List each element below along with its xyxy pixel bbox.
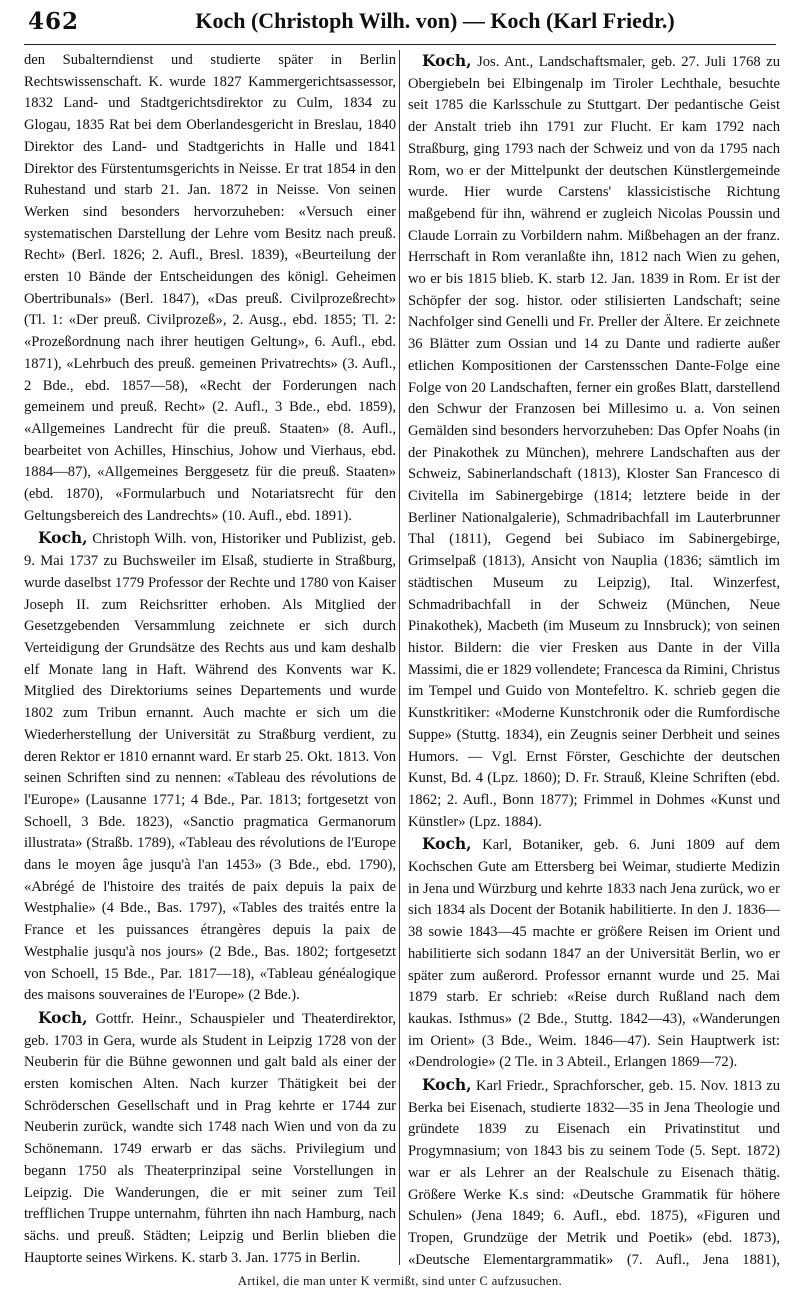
header-rule [24, 44, 776, 45]
entry-koch-christoph [24, 527, 396, 1006]
entry-text: Christoph Wilh. von, Historiker und Publizist, geb. 9. Mai 1737 zu Buchsweiler im Elsaß, studierte in Straßburg, wurde daselbst 1779 Professor der Rechte und 1780 von Kaiser Joseph II. zum Reichsritter erhoben. Als Mitglied der Gesetzgebenden Versammlung zeichnete er sich durch Verteidigung der Grundsätze des Rechts aus und kam deshalb elf Monate lang in Haft. Während des Konvents war K. Mitglied des Direktoriums seines Departements und wurde 1802 zum Tribun ernannt. Auch machte er sich um die Wiederherstellung der Universität zu Straßburg verdient, zu deren Rektor er 1810 ernannt ward. Er starb 25. Okt. 1813. Von seinen Schriften sind zu nennen: «Tableau des révolutions de l'Europe» (Lausanne 1771; 4 Bde., Par. 1813; fortgesetzt von Schoell, 3 Bde. 1823), «Sanctio pragmatica Germanorum illustrata» (Straßb. 1789), «Tableau des révolutions de l'Europe dans le moyen âge jusqu'à l'an 1453» (3 Bde., ebd. 1790), «Abrégé de l'histoire des traités de paix depuis la paix de Westphalie» (4 Bde., Bas. 1797), «Tables des traités entre la France et les puissances étrangères depuis la paix de Westphalie jusqu'à nos jours» (2 Bde., Bas. 1802; fortgesetzt von Schoell, 15 Bde., Par. 1817—18), «Tableau généalogique des maisons souveraines de l'Europe» (2 Bde.). [24, 531, 396, 1004]
entry-headword: Koch, [38, 1007, 88, 1027]
entry-text: Karl, Botaniker, geb. 6. Juni 1809 auf dem Kochschen Gute am Ettersberg bei Weimar, studierte Medizin in Jena und Würzburg und kehrte 1833 nach Jena zurück, wo er sich 1834 als Docent der Botanik habilitierte. In den J. 1836—38 sowie 1843—45 machte er größere Reisen im Orient und habilitierte sich sodann 1847 an der Universität Berlin, wo er später zum außerord. Professor ernannt wurde und 25. Mai 1879 starb. Er schrieb: «Reise durch Rußland nach dem kaukas. Isthmus» (2 Bde., Stuttg. 1842—43), «Wanderungen im Orient» (3 Bde., Weim. 1846—47). Sein Hauptwerk ist: «Dendrologie» (2 Tle. in 3 Abteil., Erlangen 1869—72). [408, 837, 780, 1071]
entry-headword: Koch, [422, 51, 472, 70]
page-footer-note: Artikel, die man unter K vermißt, sind unter C aufzusuchen. [237, 1274, 563, 1288]
left-column [24, 50, 396, 1268]
page-number: 462 [28, 8, 80, 35]
continued-entry-text: den Subalterndienst und studierte später in Berlin Rechtswissenschaft. K. wurde 1827 Kammergerichtsassessor, 1832 Land- und Stadtgerichtsdirektor zu Culm, 1834 zu Glogau, 1835 Rat bei dem Oberlandesgericht in Breslau, 1840 Direktor des Land- und Stadtgerichts in Halle und 1841 Direktor des Fürstentumsgerichts in Neisse. Er trat 1854 in den Ruhestand und starb 21. Jan. 1872 in Neisse. Von seinen Werken sind besonders hervorzuheben: «Versuch einer systematischen Darstellung der Lehre vom Besitz nach preuß. Recht» (Berl. 1826; 2. Aufl., Bresl. 1839), «Beurteilung der ersten 10 Bände der Entscheidungen des königl. Geheimen Obertribunals» (Berl. 1847), «Das preuß. Civilprozeßrecht» (Tl. 1: «Der preuß. Civilprozeß», 2. Ausg., ebd. 1855; Tl. 2: «Prozeßordnung nach ihrer heutigen Geltung», 6. Aufl., ebd. 1871), «Lehrbuch des preuß. gemeinen Privatrechts» (3. Aufl., 2 Bde., ebd. 1857—58), «Recht der Forderungen nach gemeinem und preuß. Recht» (2. Aufl., 3 Bde., ebd. 1859), «Allgemeines Landrecht für die preuß. Staaten» (8. Aufl., bearbeitet von Achilles, Hinschius, Johow und Vierhaus, ebd. 1884—87), «Allgemeines Berggesetz für die preuß. Staaten» (ebd. 1870), «Formularbuch und Notariatsrecht für den Geltungsbereich des Landrechts» (10. Aufl., ebd. 1891). [24, 52, 396, 524]
entry-text: Gottfr. Heinr., Schauspieler und Theaterdirektor, geb. 1703 in Gera, wurde als Student in Leipzig 1728 von der Neuberin für die Bühne gewonnen und galt bald als einer der ersten komischen Alten. Nach kurzer Thätigkeit bei der Schröderschen Gesellschaft und in Prag kehrte er 1744 zur Neuberin zurück, wandte sich 1748 nach Wien und von da zu Schönemann. 1749 erwarb er das sächs. Privilegium und begann 1750 als Theaterprinzipal seine Vorstellungen in Leipzig. Die Wanderungen, die er mit seiner zum Teil trefflichen Truppe unternahm, führten ihn nach Hamburg, nach sächs. und preuß. Städten; Leipzig und Berlin blieben die Hauptorte seines Wirkens. K. starb 3. Jan. 1775 in Berlin. [24, 1010, 396, 1266]
entry-koch-karl-friedrich [408, 1074, 780, 1268]
right-column [408, 50, 780, 1268]
entry-headword: Koch, [422, 1075, 472, 1095]
running-title: Koch (Christoph Wilh. von) — Koch (Karl Friedr.) [195, 8, 675, 33]
entry-koch-joseph-anton [408, 50, 780, 833]
entry-text: Karl Friedr., Sprachforscher, geb. 15. Nov. 1813 zu Berka bei Eisenach, studierte 1832—35 in Jena Theologie und gründete 1839 zu Eisenach ein Privatinstitut und Progymnasium; von 1843 bis zu seinem Tode (5. Sept. 1872) war er als Lehrer an der Realschule zu Eisenach thätig. Größere Werke K.s sind: «Deutsche Grammatik für höhere Schulen» (Jena 1849; 6. Aufl., ebd. 1875), «Figuren und Tropen, Grundzüge der Metrik und Poetik» (ebd. 1873), «Deutsche Elementargrammatik» (7. Aufl., Jena 1881), [408, 1078, 780, 1268]
entry-text: Jos. Ant., Landschaftsmaler, geb. 27. Juli 1768 zu Obergiebeln bei Elbingenalp im Tiroler Lechthale, besuchte seit 1785 die Karlsschule zu Stuttgart. Der pedantische Geist der Anstalt trieb ihn 1791 zur Flucht. Er kam 1792 nach Straßburg, ging 1793 nach der Schweiz und von da 1795 nach Rom, wo er der Mittelpunkt der deutschen Künstlergemeinde wurde. Hier wurde Carstens' klassicistische Richtung maßgebend für ihn, während er zugleich Nicolas Poussin und Claude Lorrain zu Vorbildern nahm. Mißbehagen an der franz. Herrschaft in Rom veranlaßte ihn, 1812 nach Wien zu gehen, wo er bis 1815 blieb. K. starb 12. Jan. 1839 in Rom. Er ist der Schöpfer der sog. histor. oder stilisierten Landschaft; seine Nachfolger sind Genelli und Fr. Preller der Ältere. Er zeichnete 36 Blätter zum Ossian und 14 zu Dante und radierte außer etlichen Kompositionen der Carstensschen Dante-Folge eine Folge von 20 Landschaften, ferner ein großes Blatt, darstellend den Schwur der Franzosen bei Millesimo u. a. Von seinen Gemälden sind besonders hervorzuheben: Das Opfer Noahs (in der Pinakothek zu München), mehrere Landschaften aus der Schweiz, Sabinerlandschaft (1813), Kloster San Francesco di Civitella im Sabinergebirge (1814; letztere beide in der Berliner Nationalgalerie), Schmadribachfall im Lauterbrunner Thal (1811), Gegend bei Subiaco im Sabinergebirge, Grimselpaß (1813), Ansicht von Nauplia (1836; sämtlich im städtischen Museum zu Leipzig), Ital. Winzerfest, Schmadribachfall in der Schweiz (München, Neue Pinakothek), Macbeth (im Museum zu Innsbruck); von seinen histor. Bildern: die vier Fresken aus Dante in der Villa Massimi, die er 1829 vollendete; Francesca da Rimini, Christus im Tempel und Guido von Montefeltro. K. schrieb gegen die Kunstkritiker: «Moderne Kunstchronik oder die Rumfordische Suppe» (Stuttg. 1834), ein Zeugnis seiner Derbheit und seines Humors. — Vgl. Ernst Förster, Geschichte der deutschen Kunst, Bd. 4 (Lpz. 1860); D. Fr. Strauß, Kleine Schriften (ebd. 1862; 2. Aufl., Bonn 1877); Frimmel in Dohmes «Kunst und Künstler» (Lpz. 1884). [408, 54, 780, 830]
entry-koch-karl [408, 833, 780, 1074]
page-header [24, 8, 776, 48]
entry-headword: Koch, [38, 528, 88, 548]
entry-headword: Koch, [422, 834, 472, 854]
entry-koch-gottfried [24, 1007, 396, 1268]
column-divider [399, 50, 400, 1265]
